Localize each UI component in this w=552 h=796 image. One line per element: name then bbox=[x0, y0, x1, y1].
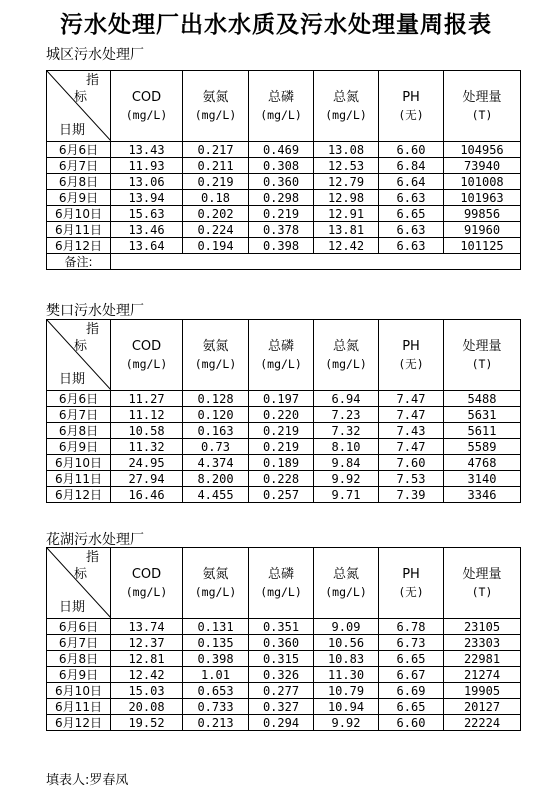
cell-volume: 5589 bbox=[444, 439, 521, 455]
cell-tp: 0.327 bbox=[249, 699, 314, 715]
cell-nh3: 0.18 bbox=[183, 190, 249, 206]
cell-nh3: 0.224 bbox=[183, 222, 249, 238]
cell-volume: 5611 bbox=[444, 423, 521, 439]
header-tn-name: 总氮 bbox=[332, 566, 359, 582]
header-cod-name: COD bbox=[131, 566, 162, 582]
cell-cod: 13.74 bbox=[111, 619, 183, 635]
header-nh3 bbox=[183, 71, 249, 142]
cell-ph: 7.43 bbox=[379, 423, 444, 439]
table-row bbox=[47, 635, 521, 651]
cell-ph: 6.65 bbox=[379, 699, 444, 715]
cell-cod: 19.52 bbox=[111, 715, 183, 731]
table-row bbox=[47, 471, 521, 487]
header-nh3-name: 氨氮 bbox=[202, 338, 229, 354]
cell-nh3: 0.219 bbox=[183, 174, 249, 190]
cell-tn: 9.84 bbox=[314, 455, 379, 471]
cell-cod: 13.43 bbox=[111, 142, 183, 158]
cell-volume: 23105 bbox=[444, 619, 521, 635]
diagonal-header-cell bbox=[47, 548, 111, 619]
cell-cod: 11.32 bbox=[111, 439, 183, 455]
table-row bbox=[47, 455, 521, 471]
cell-ph: 6.64 bbox=[379, 174, 444, 190]
cell-ph: 6.78 bbox=[379, 619, 444, 635]
cell-cod: 20.08 bbox=[111, 699, 183, 715]
header-volume-unit: (T) bbox=[471, 107, 493, 122]
header-row bbox=[47, 548, 521, 619]
diag-label-mid: 标 bbox=[74, 90, 88, 105]
cell-nh3: 4.455 bbox=[183, 487, 249, 503]
header-tp-unit: (mg/L) bbox=[260, 356, 302, 371]
cell-date: 6月8日 bbox=[47, 651, 111, 667]
cell-volume: 5488 bbox=[444, 391, 521, 407]
cell-tp: 0.257 bbox=[249, 487, 314, 503]
cell-ph: 6.67 bbox=[379, 667, 444, 683]
cell-tp: 0.308 bbox=[249, 158, 314, 174]
header-tn-unit: (mg/L) bbox=[325, 584, 367, 599]
cell-date: 6月11日 bbox=[47, 699, 111, 715]
huahu-table bbox=[46, 547, 521, 731]
table-row bbox=[47, 190, 521, 206]
cell-nh3: 0.653 bbox=[183, 683, 249, 699]
cell-volume: 20127 bbox=[444, 699, 521, 715]
cell-nh3: 4.374 bbox=[183, 455, 249, 471]
cell-cod: 13.46 bbox=[111, 222, 183, 238]
header-nh3-unit: (mg/L) bbox=[194, 584, 237, 599]
header-volume-unit: (T) bbox=[471, 356, 493, 371]
header-tp-unit: (mg/L) bbox=[260, 107, 302, 122]
cell-volume: 22981 bbox=[444, 651, 521, 667]
cell-ph: 6.73 bbox=[379, 635, 444, 651]
cell-nh3: 0.128 bbox=[183, 391, 249, 407]
header-tn-unit: (mg/L) bbox=[325, 356, 367, 371]
report-title: 污水处理厂出水水质及污水处理量周报表 bbox=[60, 11, 492, 38]
cell-cod: 10.58 bbox=[111, 423, 183, 439]
cell-volume: 101125 bbox=[444, 238, 521, 254]
header-cod-unit: (mg/L) bbox=[125, 356, 168, 371]
cell-tn: 13.81 bbox=[314, 222, 379, 238]
header-tp bbox=[249, 71, 314, 142]
cell-nh3: 0.120 bbox=[183, 407, 249, 423]
cell-nh3: 0.213 bbox=[183, 715, 249, 731]
cell-date: 6月7日 bbox=[47, 158, 111, 174]
cell-tp: 0.219 bbox=[249, 439, 314, 455]
header-tn bbox=[314, 320, 379, 391]
diag-label-date: 日期 bbox=[59, 372, 86, 387]
header-tn bbox=[314, 548, 379, 619]
cell-tp: 0.351 bbox=[249, 619, 314, 635]
header-tp bbox=[249, 320, 314, 391]
cell-ph: 6.65 bbox=[379, 206, 444, 222]
cell-date: 6月7日 bbox=[47, 407, 111, 423]
diagonal-header-cell bbox=[47, 320, 111, 391]
header-ph-unit: (无) bbox=[398, 356, 424, 371]
cell-cod: 13.94 bbox=[111, 190, 183, 206]
cell-date: 6月8日 bbox=[47, 423, 111, 439]
diag-label-top: 指 bbox=[86, 73, 100, 88]
header-tp-name: 总磷 bbox=[267, 566, 294, 582]
cell-nh3: 0.73 bbox=[183, 439, 249, 455]
header-tn bbox=[314, 71, 379, 142]
cell-ph: 7.47 bbox=[379, 391, 444, 407]
cell-date: 6月10日 bbox=[47, 683, 111, 699]
cell-tp: 0.398 bbox=[249, 238, 314, 254]
cell-tn: 10.56 bbox=[314, 635, 379, 651]
cell-volume: 73940 bbox=[444, 158, 521, 174]
cell-volume: 99856 bbox=[444, 206, 521, 222]
cell-tp: 0.189 bbox=[249, 455, 314, 471]
cell-ph: 6.60 bbox=[379, 715, 444, 731]
cell-date: 6月11日 bbox=[47, 222, 111, 238]
header-row bbox=[47, 320, 521, 391]
cell-ph: 6.84 bbox=[379, 158, 444, 174]
cell-date: 6月12日 bbox=[47, 238, 111, 254]
table-row bbox=[47, 222, 521, 238]
header-cod-unit: (mg/L) bbox=[125, 107, 168, 122]
cell-date: 6月9日 bbox=[47, 439, 111, 455]
header-nh3 bbox=[183, 320, 249, 391]
cell-tn: 11.30 bbox=[314, 667, 379, 683]
cell-tn: 8.10 bbox=[314, 439, 379, 455]
header-tp-name: 总磷 bbox=[267, 338, 294, 354]
cell-volume: 21274 bbox=[444, 667, 521, 683]
diag-label-date: 日期 bbox=[59, 123, 86, 138]
header-cod bbox=[111, 320, 183, 391]
cell-tn: 9.92 bbox=[314, 715, 379, 731]
header-tp-name: 总磷 bbox=[267, 89, 294, 105]
cell-cod: 27.94 bbox=[111, 471, 183, 487]
diag-label-mid: 标 bbox=[74, 339, 88, 354]
header-tp-unit: (mg/L) bbox=[260, 584, 302, 599]
header-tn-name: 总氮 bbox=[332, 338, 359, 354]
cell-cod: 12.37 bbox=[111, 635, 183, 651]
header-nh3-unit: (mg/L) bbox=[194, 107, 237, 122]
header-cod-unit: (mg/L) bbox=[125, 584, 168, 599]
table-row bbox=[47, 667, 521, 683]
cell-date: 6月7日 bbox=[47, 635, 111, 651]
cell-tp: 0.360 bbox=[249, 635, 314, 651]
header-ph-name: PH bbox=[402, 89, 420, 105]
cell-tp: 0.228 bbox=[249, 471, 314, 487]
cell-date: 6月10日 bbox=[47, 455, 111, 471]
cell-date: 6月10日 bbox=[47, 206, 111, 222]
table-row bbox=[47, 174, 521, 190]
cell-nh3: 0.163 bbox=[183, 423, 249, 439]
table-row bbox=[47, 715, 521, 731]
cell-volume: 3346 bbox=[444, 487, 521, 503]
cell-cod: 12.42 bbox=[111, 667, 183, 683]
cell-tp: 0.378 bbox=[249, 222, 314, 238]
cell-ph: 6.63 bbox=[379, 190, 444, 206]
diag-label-top: 指 bbox=[86, 322, 100, 337]
cell-ph: 6.63 bbox=[379, 238, 444, 254]
cell-ph: 7.47 bbox=[379, 439, 444, 455]
cell-tp: 0.326 bbox=[249, 667, 314, 683]
cell-ph: 6.63 bbox=[379, 222, 444, 238]
cell-volume: 5631 bbox=[444, 407, 521, 423]
cell-tn: 12.91 bbox=[314, 206, 379, 222]
header-ph bbox=[379, 548, 444, 619]
cell-cod: 15.63 bbox=[111, 206, 183, 222]
cell-ph: 6.60 bbox=[379, 142, 444, 158]
cell-tn: 7.23 bbox=[314, 407, 379, 423]
cell-volume: 91960 bbox=[444, 222, 521, 238]
cell-date: 6月9日 bbox=[47, 667, 111, 683]
header-ph-unit: (无) bbox=[398, 584, 424, 599]
cell-tp: 0.220 bbox=[249, 407, 314, 423]
cell-nh3: 0.211 bbox=[183, 158, 249, 174]
notes-row bbox=[47, 254, 521, 270]
cell-tn: 6.94 bbox=[314, 391, 379, 407]
cell-cod: 16.46 bbox=[111, 487, 183, 503]
header-nh3-name: 氨氮 bbox=[202, 89, 229, 105]
header-tn-name: 总氮 bbox=[332, 89, 359, 105]
cell-tp: 0.294 bbox=[249, 715, 314, 731]
header-tn-unit: (mg/L) bbox=[325, 107, 367, 122]
cell-cod: 11.93 bbox=[111, 158, 183, 174]
diag-label-top: 指 bbox=[86, 550, 100, 565]
header-volume bbox=[444, 548, 521, 619]
table-row bbox=[47, 423, 521, 439]
cell-nh3: 0.202 bbox=[183, 206, 249, 222]
cell-volume: 101008 bbox=[444, 174, 521, 190]
cell-tp: 0.469 bbox=[249, 142, 314, 158]
cell-tn: 10.79 bbox=[314, 683, 379, 699]
notes-label: 备注: bbox=[47, 254, 111, 270]
header-ph-unit: (无) bbox=[398, 107, 424, 122]
header-cod-name: COD bbox=[131, 338, 162, 354]
header-row bbox=[47, 71, 521, 142]
table-row bbox=[47, 206, 521, 222]
plant-name-huahu: 花湖污水处理厂 bbox=[46, 532, 144, 548]
cell-ph: 7.47 bbox=[379, 407, 444, 423]
cell-nh3: 8.200 bbox=[183, 471, 249, 487]
cell-tn: 10.94 bbox=[314, 699, 379, 715]
header-cod bbox=[111, 71, 183, 142]
header-nh3-name: 氨氮 bbox=[202, 566, 229, 582]
table-row bbox=[47, 651, 521, 667]
cell-tn: 12.79 bbox=[314, 174, 379, 190]
cell-volume: 4768 bbox=[444, 455, 521, 471]
header-volume-name: 处理量 bbox=[462, 89, 502, 105]
header-volume bbox=[444, 320, 521, 391]
header-cod-name: COD bbox=[131, 89, 162, 105]
cell-tp: 0.360 bbox=[249, 174, 314, 190]
notes-cell bbox=[111, 254, 521, 270]
header-tp bbox=[249, 548, 314, 619]
header-volume bbox=[444, 71, 521, 142]
cell-ph: 6.69 bbox=[379, 683, 444, 699]
cell-nh3: 0.131 bbox=[183, 619, 249, 635]
cell-cod: 12.81 bbox=[111, 651, 183, 667]
filler-label: 填表人:罗春凤 bbox=[46, 773, 129, 788]
cell-nh3: 0.398 bbox=[183, 651, 249, 667]
header-volume-unit: (T) bbox=[471, 584, 493, 599]
table-row bbox=[47, 487, 521, 503]
cell-date: 6月8日 bbox=[47, 174, 111, 190]
cell-tn: 12.53 bbox=[314, 158, 379, 174]
chengqu-table bbox=[46, 70, 521, 270]
plant-name-fankou: 樊口污水处理厂 bbox=[46, 303, 144, 319]
table-row bbox=[47, 699, 521, 715]
header-volume-name: 处理量 bbox=[462, 338, 502, 354]
cell-date: 6月6日 bbox=[47, 619, 111, 635]
cell-date: 6月12日 bbox=[47, 715, 111, 731]
table-row bbox=[47, 407, 521, 423]
header-volume-name: 处理量 bbox=[462, 566, 502, 582]
cell-tn: 12.42 bbox=[314, 238, 379, 254]
cell-ph: 6.65 bbox=[379, 651, 444, 667]
cell-tn: 9.71 bbox=[314, 487, 379, 503]
cell-volume: 19905 bbox=[444, 683, 521, 699]
cell-volume: 3140 bbox=[444, 471, 521, 487]
cell-tp: 0.315 bbox=[249, 651, 314, 667]
cell-tn: 12.98 bbox=[314, 190, 379, 206]
header-nh3-unit: (mg/L) bbox=[194, 356, 237, 371]
cell-volume: 23303 bbox=[444, 635, 521, 651]
header-nh3 bbox=[183, 548, 249, 619]
cell-cod: 13.64 bbox=[111, 238, 183, 254]
cell-nh3: 1.01 bbox=[183, 667, 249, 683]
cell-cod: 11.12 bbox=[111, 407, 183, 423]
cell-tp: 0.298 bbox=[249, 190, 314, 206]
cell-volume: 22224 bbox=[444, 715, 521, 731]
diag-label-mid: 标 bbox=[74, 567, 88, 582]
cell-ph: 7.39 bbox=[379, 487, 444, 503]
table-row bbox=[47, 439, 521, 455]
header-ph-name: PH bbox=[402, 566, 420, 582]
cell-date: 6月6日 bbox=[47, 142, 111, 158]
table-row bbox=[47, 238, 521, 254]
cell-cod: 24.95 bbox=[111, 455, 183, 471]
cell-cod: 11.27 bbox=[111, 391, 183, 407]
cell-volume: 101963 bbox=[444, 190, 521, 206]
cell-date: 6月6日 bbox=[47, 391, 111, 407]
header-ph bbox=[379, 71, 444, 142]
cell-date: 6月11日 bbox=[47, 471, 111, 487]
cell-date: 6月12日 bbox=[47, 487, 111, 503]
cell-tp: 0.277 bbox=[249, 683, 314, 699]
cell-date: 6月9日 bbox=[47, 190, 111, 206]
cell-nh3: 0.194 bbox=[183, 238, 249, 254]
diag-label-date: 日期 bbox=[59, 600, 86, 615]
diagonal-header-cell bbox=[47, 71, 111, 142]
cell-tn: 7.32 bbox=[314, 423, 379, 439]
header-ph bbox=[379, 320, 444, 391]
cell-cod: 13.06 bbox=[111, 174, 183, 190]
cell-nh3: 0.217 bbox=[183, 142, 249, 158]
table-row bbox=[47, 683, 521, 699]
plant-name-chengqu: 城区污水处理厂 bbox=[46, 47, 144, 63]
cell-tp: 0.219 bbox=[249, 206, 314, 222]
cell-nh3: 0.135 bbox=[183, 635, 249, 651]
cell-tn: 9.92 bbox=[314, 471, 379, 487]
cell-ph: 7.60 bbox=[379, 455, 444, 471]
table-row bbox=[47, 391, 521, 407]
cell-tn: 13.08 bbox=[314, 142, 379, 158]
cell-cod: 15.03 bbox=[111, 683, 183, 699]
cell-tn: 10.83 bbox=[314, 651, 379, 667]
cell-tn: 9.09 bbox=[314, 619, 379, 635]
header-cod bbox=[111, 548, 183, 619]
table-row bbox=[47, 158, 521, 174]
table-row bbox=[47, 142, 521, 158]
cell-tp: 0.197 bbox=[249, 391, 314, 407]
table-row bbox=[47, 619, 521, 635]
cell-nh3: 0.733 bbox=[183, 699, 249, 715]
cell-ph: 7.53 bbox=[379, 471, 444, 487]
header-ph-name: PH bbox=[402, 338, 420, 354]
fankou-table bbox=[46, 319, 521, 503]
cell-tp: 0.219 bbox=[249, 423, 314, 439]
cell-volume: 104956 bbox=[444, 142, 521, 158]
